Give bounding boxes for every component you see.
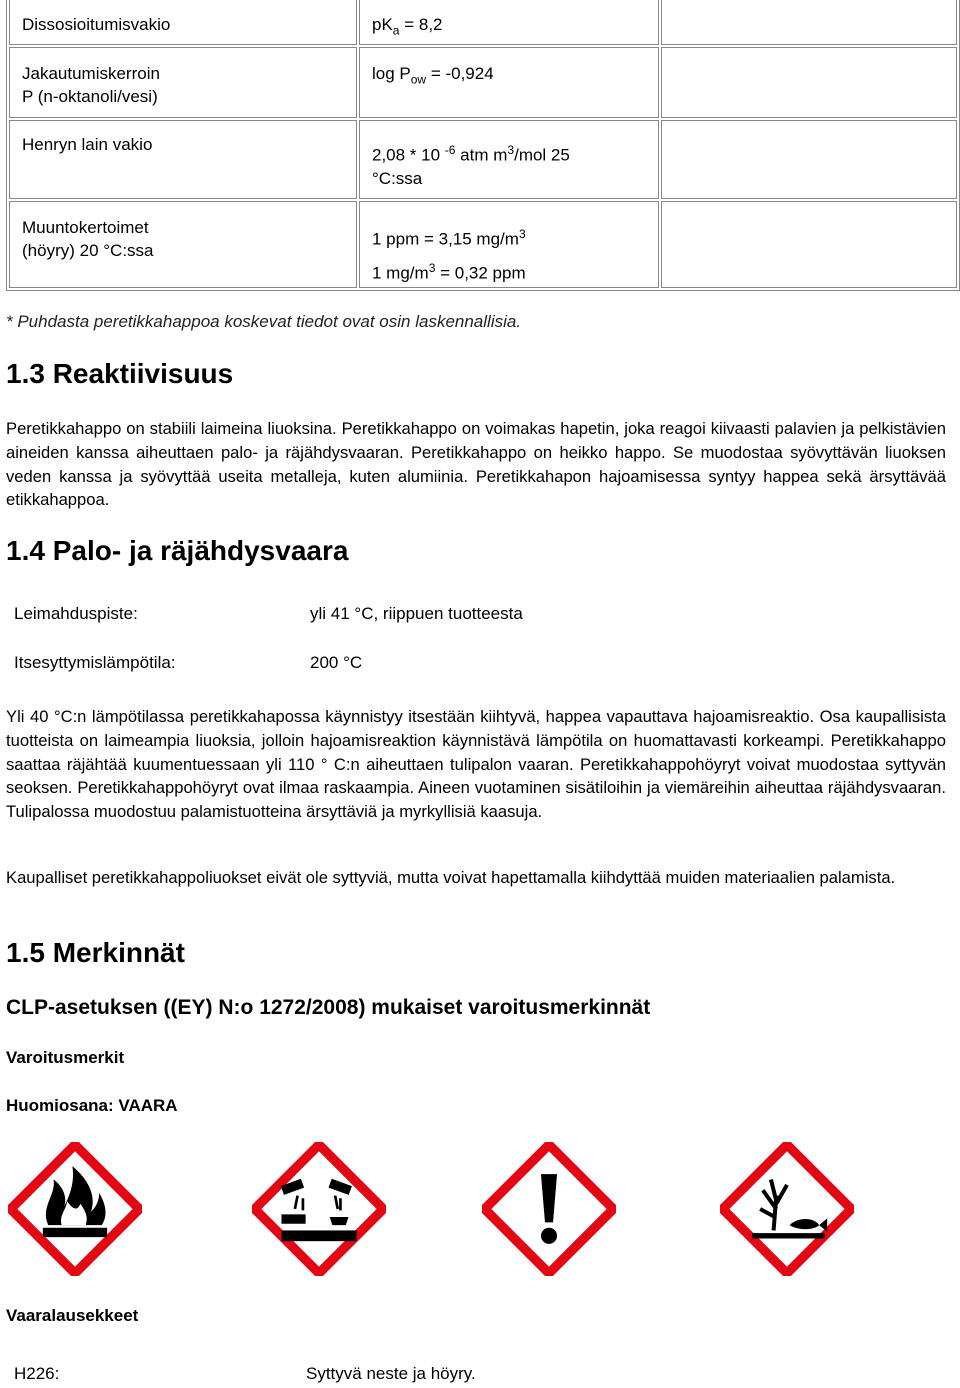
table-cell: Muuntokertoimet (höyry) 20 °C:ssa [9,201,357,288]
exclamation-icon [482,1142,616,1276]
pictograms-label: Varoitusmerkit [6,1048,125,1067]
table-cell: 2,08 * 10 $^{-6}$ atm $m^3$/mol 25 °C:ssa [359,120,659,199]
table-cell: $pK_a = 8,2$ [359,0,659,45]
table-cell: Henryn lain vakio [9,120,357,199]
table-cell: Dissosioitumisvakio [9,0,357,45]
flash-point-value: yli 41 °C, riippuen tuotteesta [310,604,523,623]
hazard-statements-heading: Vaaralausekkeet [6,1306,139,1325]
footnote: * Puhdasta peretikkahappoa koskevat tiedot ovat osin laskennallisia. [6,312,522,331]
table-cell [661,47,957,118]
section-heading-fire: 1.4 Palo- ja räjähdysvaara [6,535,349,566]
section-heading-labelling: 1.5 Merkinnät [6,937,185,968]
flash-point-label: Leimahduspiste: [14,604,138,623]
reactivity-paragraph: Peretikkahappo on stabiili laimeina liuoksina. Peretikkahappo on voimakas hapetin, joka reagoi kiivaasti palavien ja pelkistävien aineiden kanssa aiheuttaen palo- ja räjähdysvaaran. Peretikkahappo on heikko happo. Se muodostaa syövyttävän liuoksen veden kanssa ja syövyttää useita metalleja, kuten alumiinia. Peretikkahapon hajoamisessa syntyy happea sekä ärsyttävää etikkahappoa. [6,419,946,510]
table-cell: Jakautumiskerroin P (n-oktanoli/vesi) [9,47,357,118]
clp-subheading: CLP-asetuksen ((EY) N:o 1272/2008) mukaiset varoitusmerkinnät [6,996,651,1019]
section-heading-reactivity: 1.3 Reaktiivisuus [6,358,234,389]
environment-icon [720,1142,854,1276]
flame-icon [8,1142,142,1276]
table-cell [661,201,957,288]
h226-text: Syttyvä neste ja höyry. [306,1364,476,1383]
table-cell [661,0,957,45]
table-cell: 1 ppm = 3,15 $mg/m^3$ 1 $mg/m^3 = 0,32$ ppm [359,201,659,288]
signal-word: Huomiosana: VAARA [6,1096,178,1115]
h226-code: H226: [14,1364,60,1383]
fire-paragraph-2: Kaupalliset peretikkahappoliuokset eivät ole syttyviä, mutta voivat hapettamalla kiihdyttää muiden materiaalien palamista. [6,868,896,887]
table-cell [661,120,957,199]
table-cell: $\log P_{ow} = -0,924$ [359,47,659,118]
autoignition-value: 200 °C [310,653,363,672]
corrosion-icon [252,1142,386,1276]
autoignition-label: Itsesyttymislämpötila: [14,653,176,672]
fire-paragraph: Yli 40 °C:n lämpötilassa peretikkahapossa käynnistyy itsestään kiihtyvä, happea vapauttava hajoamisreaktio. Osa kaupallisista tuotteista on laimeampia liuoksia, jolloin hajoamisreaktion käynnistävä lämpötila on huomattavasti korkeampi. Peretikkahappo saattaa räjähtää kuumentuessaan yli 110 ° C:n aiheuttaen tulipalon vaaran. Peretikkahappohöyryt voivat muodostaa syttyvän seoksen. Peretikkahappohöyryt ovat ilmaa raskaampia. Aineen vuotaminen sisätiloihin ja viemäreihin aiheuttaa räjähdysvaaran. Tulipalossa muodostuu palamistuotteina ärsyttäviä ja myrkyllisiä kaasuja. [6,707,946,822]
properties-table [6,0,960,291]
